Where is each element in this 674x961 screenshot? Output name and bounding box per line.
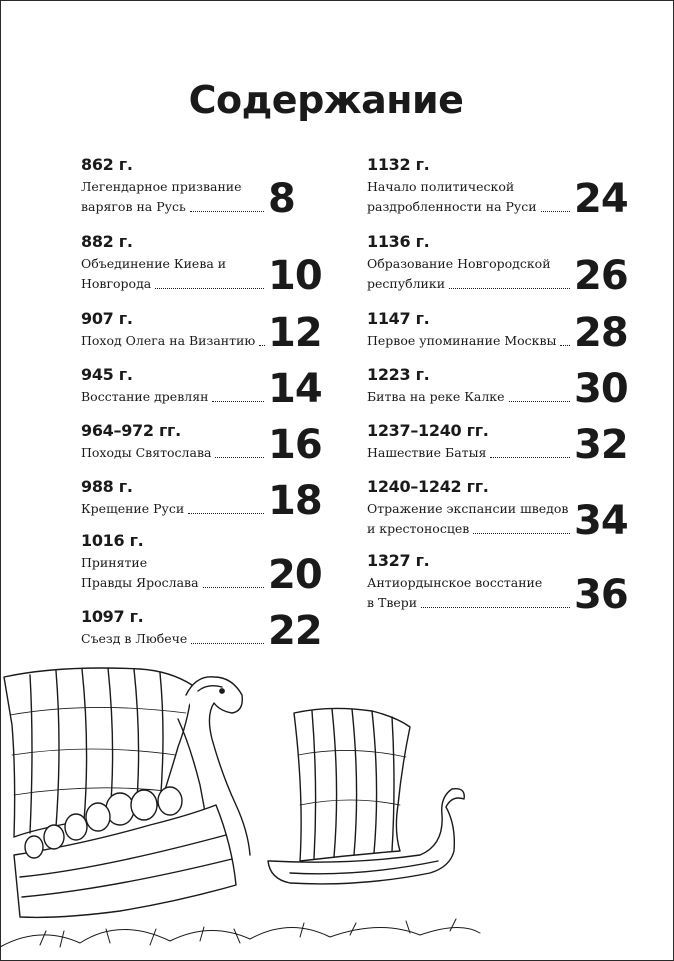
dot-leader: [509, 401, 570, 402]
toc-description-text: Поход Олега на Византию: [81, 333, 256, 348]
toc-description-text: Объединение Киева и: [81, 256, 227, 271]
toc-entry[interactable]: [367, 551, 570, 613]
toc-description-text: Правды Ярослава: [81, 575, 199, 590]
toc-entry[interactable]: [81, 607, 264, 649]
toc-description-line: [81, 177, 264, 197]
toc-description-text: раздробленности на Руси: [367, 199, 537, 214]
toc-year: 945 г.: [81, 365, 133, 384]
toc-description-line: [367, 274, 570, 294]
toc-year: 1223 г.: [367, 365, 430, 384]
toc-year: 1097 г.: [81, 607, 144, 626]
toc-description-text: и крестоносцев: [367, 521, 470, 536]
toc-entry[interactable]: [367, 155, 570, 217]
toc-page-number[interactable]: 34: [574, 498, 628, 544]
toc-description-line: [367, 443, 570, 463]
toc-entry[interactable]: [367, 309, 570, 351]
toc-year: 882 г.: [81, 232, 133, 251]
toc-description-line: [81, 499, 264, 519]
toc-description-line: [367, 177, 570, 197]
toc-description-line: [367, 519, 570, 539]
toc-description-text: Легендарное призвание: [81, 179, 242, 194]
toc-description-text: Первое упоминание Москвы: [367, 333, 557, 348]
dot-leader: [155, 288, 264, 289]
dot-leader: [541, 211, 570, 212]
toc-entry[interactable]: [81, 477, 264, 519]
toc-description-line: [81, 254, 264, 274]
toc-page-number[interactable]: 10: [268, 253, 322, 299]
dot-leader: [449, 288, 570, 289]
toc-entry[interactable]: [367, 421, 570, 463]
toc-page-number[interactable]: 36: [574, 572, 628, 618]
toc-description-text: Образование Новгородской: [367, 256, 551, 271]
toc-description-line: [367, 331, 570, 351]
toc-description-line: [81, 274, 264, 294]
toc-description-line: [81, 553, 264, 573]
toc-description-line: [367, 593, 570, 613]
toc-year: 1132 г.: [367, 155, 430, 174]
toc-description-line: [81, 197, 264, 217]
toc-entry[interactable]: [81, 309, 265, 351]
toc-description-text: Начало политической: [367, 179, 515, 194]
toc-entry[interactable]: [367, 365, 570, 407]
toc-description-line: [81, 629, 264, 649]
toc-year: 862 г.: [81, 155, 133, 174]
viking-ships-illustration: [0, 655, 674, 961]
dot-leader: [473, 533, 570, 534]
toc-year: 1237–1240 гг.: [367, 421, 489, 440]
dot-leader: [203, 587, 264, 588]
toc-entry[interactable]: [81, 232, 264, 294]
toc-description-line: [81, 443, 264, 463]
toc-entry[interactable]: [367, 232, 570, 294]
toc-description-line: [367, 254, 570, 274]
toc-description-text: Антиордынское восстание: [367, 575, 543, 590]
toc-description-text: Съезд в Любече: [81, 631, 188, 646]
toc-page-number[interactable]: 24: [574, 176, 628, 222]
toc-year: 964–972 гг.: [81, 421, 181, 440]
toc-entry[interactable]: [81, 531, 264, 593]
dot-leader: [191, 643, 264, 644]
toc-page-number[interactable]: 18: [268, 478, 322, 524]
toc-entry[interactable]: [81, 155, 264, 217]
dot-leader: [215, 457, 264, 458]
toc-description-text: Новгорода: [81, 276, 152, 291]
toc-description-text: Крещение Руси: [81, 501, 185, 516]
toc-page-number[interactable]: 14: [268, 366, 322, 412]
toc-year: 1016 г.: [81, 531, 144, 550]
toc-page-number[interactable]: 32: [574, 422, 628, 468]
toc-description-text: Нашествие Батыя: [367, 445, 487, 460]
toc-page-number[interactable]: 26: [574, 253, 628, 299]
toc-page-number[interactable]: 20: [268, 552, 322, 598]
toc-page-number[interactable]: 28: [574, 310, 628, 356]
toc-year: 1327 г.: [367, 551, 430, 570]
toc-description-line: [81, 331, 265, 351]
toc-entry[interactable]: [367, 477, 570, 539]
toc-description-line: [81, 387, 264, 407]
page-title: Содержание: [188, 78, 464, 122]
toc-description-text: Восстание древлян: [81, 389, 209, 404]
toc-description-text: Принятие: [81, 555, 148, 570]
toc-page-number[interactable]: 22: [268, 608, 322, 654]
toc-description-line: [367, 197, 570, 217]
toc-description-text: варягов на Русь: [81, 199, 186, 214]
toc-description-line: [81, 573, 264, 593]
toc-description-text: Битва на реке Калке: [367, 389, 505, 404]
toc-entry[interactable]: [81, 365, 264, 407]
dot-leader: [259, 345, 265, 346]
dot-leader: [421, 607, 570, 608]
dot-leader: [560, 345, 570, 346]
toc-year: 988 г.: [81, 477, 133, 496]
toc-description-text: Отражение экспансии шведов: [367, 501, 569, 516]
toc-description-line: [367, 499, 570, 519]
toc-description-text: Походы Святослава: [81, 445, 212, 460]
toc-year: 1240–1242 гг.: [367, 477, 489, 496]
toc-entry[interactable]: [81, 421, 264, 463]
toc-page-number[interactable]: 16: [268, 422, 322, 468]
toc-page-number[interactable]: 30: [574, 366, 628, 412]
toc-year: 1136 г.: [367, 232, 430, 251]
toc-page-number[interactable]: 8: [268, 176, 295, 222]
dot-leader: [212, 401, 264, 402]
toc-page-number[interactable]: 12: [268, 310, 322, 356]
toc-description-line: [367, 573, 570, 593]
toc-description-text: республики: [367, 276, 446, 291]
toc-year: 907 г.: [81, 309, 133, 328]
toc-year: 1147 г.: [367, 309, 430, 328]
dot-leader: [490, 457, 570, 458]
toc-description-text: в Твери: [367, 595, 418, 610]
dot-leader: [188, 513, 264, 514]
dot-leader: [190, 211, 264, 212]
toc-description-line: [367, 387, 570, 407]
